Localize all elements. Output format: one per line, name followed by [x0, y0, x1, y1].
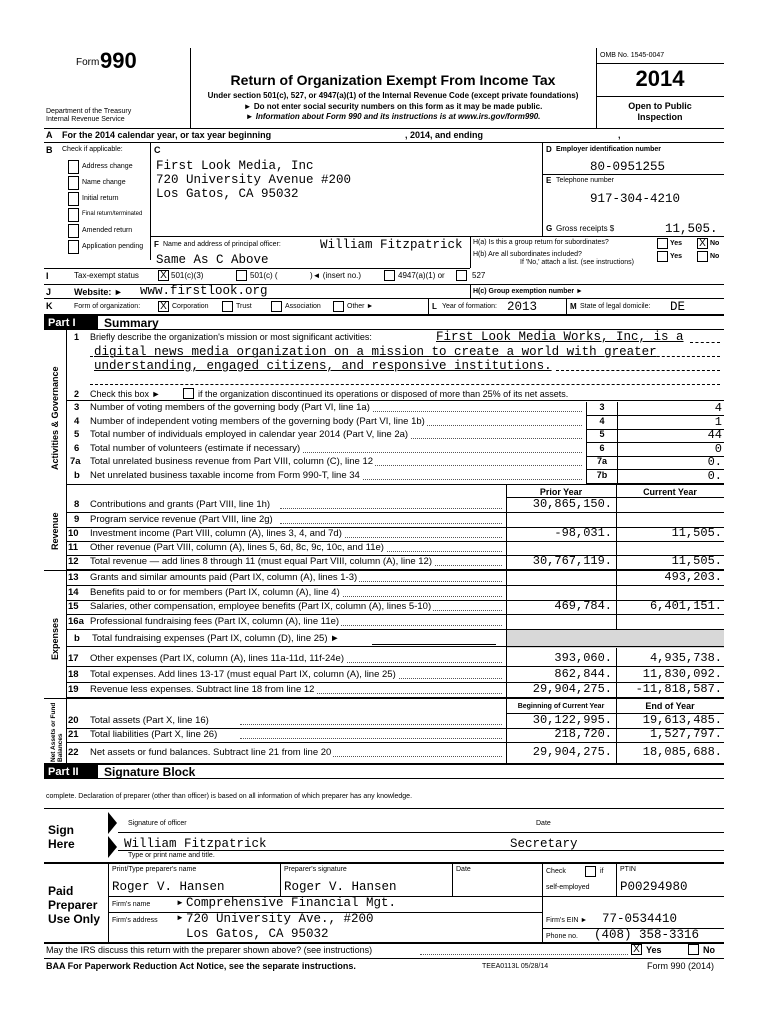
gov-line-text: Number of voting members of the governing body (Part VI, line 1a) [90, 402, 370, 413]
fin-line-num: 14 [68, 587, 79, 598]
officer-signature-name: William Fitzpatrick [124, 837, 267, 851]
fin-line-num: 19 [68, 684, 79, 695]
info-line: ► Information about Form 990 and its instructions is at www.irs.gov/form990. [245, 112, 541, 121]
form-footer-id: Form 990 (2014) [647, 961, 715, 971]
line-a-text: For the 2014 calendar year, or tax year beginning [62, 130, 272, 140]
fin-line-text: Revenue less expenses. Subtract line 18 from line 12 [90, 684, 315, 695]
line-i-label: I [46, 271, 49, 281]
beginning-header: Beginning of Current Year [517, 703, 605, 710]
gov-line-num: 4 [74, 415, 80, 427]
discuss-yes-checkbox[interactable]: X [631, 944, 642, 955]
preparer-signature: Roger V. Hansen [284, 880, 397, 894]
gov-line-box: 7b [586, 470, 618, 483]
fin-line-text: Benefits paid to or for members (Part IX, column (A), line 4) [90, 587, 340, 598]
fin-line-text: Program service revenue (Part VIII, line 2g) [90, 514, 273, 525]
form-title: Return of Organization Exempt From Income Tax [230, 72, 556, 88]
gov-line-num: 5 [74, 429, 80, 441]
b-item-label: Amended return [82, 227, 133, 234]
gov-line-box: 3 [586, 402, 618, 415]
firm-name-label: Firm's name [112, 901, 151, 908]
gov-line-num: 7a [70, 456, 81, 468]
gov-line-leader [300, 452, 582, 453]
fin-line-num: 11 [68, 542, 79, 553]
form-subtitle: Under section 501(c), 527, or 4947(a)(1) of the Internal Revenue Code (except private foundations) [207, 91, 579, 100]
preparer-name: Roger V. Hansen [112, 880, 225, 894]
fin-prior-value: 469,784. [554, 599, 612, 613]
fin-line-num: 13 [68, 572, 79, 583]
ein-value: 80-0951255 [590, 160, 666, 174]
preparer-phone: (408) 358-3316 [594, 928, 700, 942]
na-begin-value: 218,720. [554, 727, 612, 741]
gross-receipts-value: 11,505. [665, 222, 718, 236]
prior-year-header: Prior Year [539, 487, 583, 497]
check-if-applicable: Check if applicable: [62, 146, 123, 153]
fin-line-num: 10 [68, 528, 79, 539]
part2-label: Part II [44, 765, 98, 779]
4947-checkbox[interactable] [384, 270, 395, 281]
b-checkbox-2[interactable] [68, 192, 79, 206]
form-of-org-label: Form of organization: [74, 303, 141, 310]
gross-receipts-label: Gross receipts $ [556, 224, 615, 233]
hb-yes-label: Yes [670, 253, 683, 260]
fin-line-num: 9 [74, 514, 80, 525]
fin-line-blank [372, 644, 496, 645]
na-line-text: Total liabilities (Part X, line 26) [90, 729, 218, 740]
line1-num: 1 [74, 332, 80, 342]
gov-line-num: 6 [74, 442, 80, 454]
name-arrow-icon [108, 836, 117, 858]
fin-line-text: Total revenue — add lines 8 through 11 (must equal Part VIII, column (A), line 12) [90, 556, 432, 567]
na-begin-value: 30,122,995. [532, 713, 612, 727]
check-label: Check [546, 868, 566, 875]
ssn-warning: ► Do not enter social security numbers on this form as it may be made public. [243, 102, 543, 111]
group-exemption-label: H(c) Group exemption number ► [473, 288, 583, 295]
fin-line-num: 8 [74, 499, 80, 510]
fin-current-value: 6,401,151. [649, 599, 722, 613]
na-line-num: 20 [68, 715, 79, 726]
fin-prior-value: -98,031. [554, 526, 612, 540]
fin-line-rule [66, 614, 724, 615]
part1-label: Part I [44, 316, 98, 330]
gov-line-value: 4 [714, 401, 722, 415]
org-name: First Look Media, Inc [156, 159, 314, 173]
line-c-label: C [154, 145, 161, 155]
fin-current-value: 11,505. [671, 526, 722, 540]
officer-address: Same As C Above [156, 253, 269, 267]
open-inspection: Inspection [637, 112, 683, 122]
ha-question: H(a) Is this a group return for subordinates? [473, 239, 609, 246]
domicile-value: DE [670, 300, 686, 314]
officer-label: Name and address of principal officer: [163, 241, 281, 248]
fin-line-text: Investment income (Part VIII, column (A), lines 3, 4, and 7d) [90, 528, 342, 539]
association-label: Association [285, 303, 321, 310]
line-b-label: B [46, 145, 53, 155]
hb-note: If 'No,' attach a list. (see instructions) [520, 259, 634, 266]
fin-line-text: Total expenses. Add lines 13-17 (must equal Part IX, column (A), line 25) [90, 669, 396, 680]
firm-address-arrow-icon: ► [176, 913, 184, 922]
ha-no-checkbox[interactable]: X [697, 238, 708, 249]
fin-prior-value: 30,865,150. [532, 497, 612, 511]
gov-line-box: 4 [586, 416, 618, 429]
gov-line-text: Net unrelated business taxable income from Form 990-T, line 34 [90, 470, 360, 481]
mission-line-b: digital news media organization on a mission to create a world with greater [94, 345, 657, 359]
domicile-label: State of legal domicile: [580, 303, 651, 310]
fin-line-leader [280, 523, 502, 524]
preparer-sig-label: Preparer's signature [284, 866, 347, 873]
hb-question: H(b) Are all subordinates included? [473, 251, 582, 258]
if-label: if [600, 868, 604, 875]
b-checkbox-0[interactable] [68, 160, 79, 174]
gov-line-box: 7a [586, 456, 618, 469]
na-line-num: 22 [68, 747, 79, 758]
year-formation-value: 2013 [507, 300, 538, 314]
b-item-label: Address change [82, 163, 133, 170]
here-label: Here [48, 837, 75, 851]
firm-ein-value: 77-0534410 [602, 912, 678, 926]
fin-prior-value: 862,844. [554, 667, 612, 681]
na-line-rule [66, 742, 724, 743]
501c-checkbox[interactable] [236, 270, 247, 281]
ha-yes-checkbox[interactable] [657, 238, 668, 249]
open-public: Open to Public [628, 101, 692, 111]
b-checkbox-1[interactable] [68, 176, 79, 190]
fin-prior-value: 30,767,119. [532, 554, 612, 568]
na-end-value: 18,085,688. [642, 745, 722, 759]
fin-line-num: 16a [68, 616, 84, 627]
preparer-label: Preparer [48, 898, 98, 912]
line2-text: Check this box ► [90, 389, 161, 399]
gov-line-box: 6 [586, 443, 618, 456]
gov-line-value: 0. [707, 469, 722, 483]
fin-current-value: -11,818,587. [635, 682, 722, 696]
form-word: Form [76, 57, 100, 68]
na-line-leader [240, 724, 502, 725]
baa-notice: BAA For Paperwork Reduction Act Notice, see the separate instructions. [46, 961, 356, 971]
fin-line-num: b [74, 633, 80, 644]
fin-line-text: Salaries, other compensation, employee benefits (Part IX, column (A), lines 5-10) [90, 601, 432, 612]
current-year-header: Current Year [643, 487, 697, 497]
fin-line-rule [66, 646, 724, 647]
gov-line-value: 1 [714, 414, 722, 429]
line-k-label: K [46, 301, 53, 311]
phone-label: Telephone number [556, 177, 614, 184]
fin-line-num: 17 [68, 653, 79, 664]
tax-year: 2014 [635, 66, 685, 91]
firm-address-line1: 720 University Ave., #200 [186, 912, 374, 926]
line2-text-b: if the organization discontinued its operations or disposed of more than 25% of its net assets. [198, 389, 569, 399]
na-line-num: 21 [68, 729, 79, 740]
fin-line-num: 12 [68, 556, 79, 567]
discuss-question: May the IRS discuss this return with the preparer shown above? (see instructions) [46, 945, 373, 955]
501c-label: 501(c) ( [250, 271, 278, 280]
part1-title: Summary [104, 316, 159, 330]
ha-no-label: No [710, 240, 720, 247]
mission-line-a: First Look Media Works, Inc, is a [436, 330, 684, 344]
fin-line-text: Other revenue (Part VIII, column (A), lines 5, 6d, 8c, 9c, 10c, and 11e) [90, 542, 384, 553]
corporation-checkbox[interactable]: X [158, 301, 169, 312]
side-revenue: Revenue [50, 512, 60, 550]
hb-no-label: No [710, 253, 720, 260]
4947-label: 4947(a)(1) or [398, 271, 445, 280]
officer-name: William Fitzpatrick [320, 238, 463, 252]
firm-name-arrow-icon: ► [176, 898, 184, 907]
fin-line-num: 15 [68, 601, 79, 612]
firm-address-label: Firm's address [112, 917, 158, 924]
sig-date-label: Date [536, 820, 551, 827]
gov-line-value: 0 [714, 441, 722, 456]
gov-line-text: Total number of individuals employed in calendar year 2014 (Part V, line 2a) [90, 429, 409, 441]
527-label: 527 [472, 271, 486, 280]
na-end-value: 19,613,485. [642, 713, 722, 727]
firm-name-value: Comprehensive Financial Mgt. [186, 896, 397, 910]
mission-line-c: understanding, engaged citizens, and responsive institutions. [94, 359, 552, 373]
fin-current-value: 11,830,092. [642, 667, 722, 681]
na-begin-value: 29,904,275. [532, 745, 612, 759]
gov-line-text: Number of independent voting members of the governing body (Part VI, line 1b) [90, 415, 425, 427]
ptin-label: PTIN [620, 866, 636, 873]
hb-yes-checkbox[interactable] [657, 251, 668, 262]
b-checkbox-3[interactable] [68, 208, 79, 222]
org-address: 720 University Avenue #200 [156, 173, 352, 187]
side-activities: Activities & Governance [50, 366, 60, 470]
line-a-ending: , 2014, and ending [405, 130, 484, 140]
discuss-no-label: No [703, 945, 715, 955]
print-name-label: Print/Type preparer's name [112, 866, 197, 873]
line2-checkbox[interactable] [183, 388, 194, 399]
sig-officer-label: Signature of officer [128, 820, 187, 827]
other-checkbox[interactable] [333, 301, 344, 312]
501c3-checkbox[interactable]: X [158, 270, 169, 281]
ein-label: Employer identification number [556, 146, 662, 153]
line-a-comma: , [618, 130, 621, 140]
type-print-label: Type or print name and title. [128, 852, 215, 859]
discuss-yes-label: Yes [646, 945, 662, 955]
self-employed-checkbox[interactable] [585, 866, 596, 877]
end-year-header: End of Year [645, 701, 695, 711]
sign-label: Sign [48, 823, 74, 837]
form-code: TEEA0113L 05/28/14 [482, 963, 549, 970]
ha-yes-label: Yes [670, 240, 683, 247]
line-j-label: J [46, 287, 52, 297]
line-e-label: E [546, 176, 552, 185]
firm-ein-label: Firm's EIN ► [546, 917, 588, 924]
declaration-text: complete. Declaration of preparer (other than officer) is based on all information of which preparer has any knowledge. [46, 793, 413, 800]
line-d-label: D [546, 145, 552, 154]
b-item-label: Initial return [82, 195, 119, 202]
side-net-assets: Net Assets or Fund Balances [50, 702, 64, 762]
na-line-text: Total assets (Part X, line 16) [90, 715, 209, 726]
dept-irs: Internal Revenue Service [46, 116, 125, 123]
gov-line-text: Total unrelated business revenue from Part VIII, column (C), line 12 [90, 456, 374, 468]
fin-line-leader [280, 508, 502, 509]
fin-current-value: 4,935,738. [649, 651, 722, 665]
other-label: Other ► [347, 303, 374, 310]
phone-value: 917-304-4210 [590, 192, 681, 206]
corporation-label: Corporation [172, 303, 209, 310]
na-line-text: Net assets or fund balances. Subtract line 21 from line 20 [90, 747, 332, 758]
fin-current-value: 11,505. [671, 554, 722, 568]
gov-line-num: 3 [74, 402, 80, 413]
fin-prior-value: 393,060. [554, 651, 612, 665]
na-line-leader [240, 738, 502, 739]
trust-label: Trust [236, 303, 252, 310]
501c-insert-label: )◄ (insert no.) [310, 271, 362, 280]
line-m-label: M [570, 302, 577, 311]
sign-arrow-icon [108, 812, 117, 834]
line-g-label: G [546, 224, 553, 233]
line2-num: 2 [74, 389, 80, 399]
gov-line-value: 44 [707, 428, 722, 443]
fin-line-rule [66, 585, 724, 586]
fin-prior-value: 29,904,275. [532, 682, 612, 696]
fin-current-value: 493,203. [664, 570, 722, 584]
trust-checkbox[interactable] [222, 301, 233, 312]
line-f-label: F [154, 240, 159, 249]
hb-no-checkbox[interactable] [697, 251, 708, 262]
fin-line-text: Professional fundraising fees (Part IX, column (A), line 11e) [90, 616, 340, 627]
firm-address-line2: Los Gatos, CA 95032 [186, 927, 329, 941]
omb-number: OMB No. 1545-0047 [600, 52, 665, 59]
fin-line-text: Contributions and grants (Part VIII, line 1h) [90, 499, 271, 510]
fin-line-text: Total fundraising expenses (Part IX, column (D), line 25) ► [92, 633, 340, 644]
use-only-label: Use Only [48, 912, 101, 926]
discuss-no-checkbox[interactable] [688, 944, 699, 955]
527-checkbox[interactable] [456, 270, 467, 281]
gov-line-num: b [74, 470, 80, 481]
gov-line-box: 5 [586, 429, 618, 442]
part2-title: Signature Block [104, 765, 196, 779]
side-expenses: Expenses [50, 617, 60, 660]
b-item-label: Name change [82, 179, 126, 186]
b-checkbox-5[interactable] [68, 240, 79, 254]
na-end-value: 1,527,797. [649, 727, 722, 741]
website-label: Website: ► [74, 287, 123, 297]
phone-no-label: Phone no. [546, 933, 578, 940]
fin-line-text: Other expenses (Part IX, column (A), lines 11a-11d, 11f-24e) [90, 653, 344, 664]
line1-text: Briefly describe the organization's mission or most significant activities: [90, 332, 372, 342]
self-employed-label: self-employed [546, 884, 590, 891]
officer-title: Secretary [510, 837, 578, 851]
tax-exempt-status-label: Tax-exempt status [74, 271, 139, 280]
fin-line-rule [66, 512, 724, 513]
501c3-label: 501(c)(3) [171, 271, 204, 280]
b-checkbox-4[interactable] [68, 224, 79, 238]
org-city: Los Gatos, CA 95032 [156, 187, 299, 201]
preparer-date-label: Date [456, 866, 471, 873]
b-item-label: Final return/terminated [82, 211, 143, 217]
fin-line-num: 18 [68, 669, 79, 680]
b-item-label: Application pending [82, 243, 144, 250]
gov-line-value: 0. [707, 455, 722, 470]
paid-label: Paid [48, 884, 74, 898]
fin-line-text: Grants and similar amounts paid (Part IX, column (A), lines 1-3) [90, 572, 358, 583]
form-number: 990 [100, 48, 137, 73]
dept-treasury: Department of the Treasury [46, 108, 132, 115]
association-checkbox[interactable] [271, 301, 282, 312]
ptin-value: P00294980 [620, 880, 688, 894]
year-formation-label: Year of formation: [442, 303, 497, 310]
line-a-label: A [46, 130, 53, 140]
gov-line-text: Total number of volunteers (estimate if necessary) [90, 442, 301, 454]
line-l-label: L [432, 302, 437, 311]
website-value: www.firstlook.org [140, 284, 268, 298]
